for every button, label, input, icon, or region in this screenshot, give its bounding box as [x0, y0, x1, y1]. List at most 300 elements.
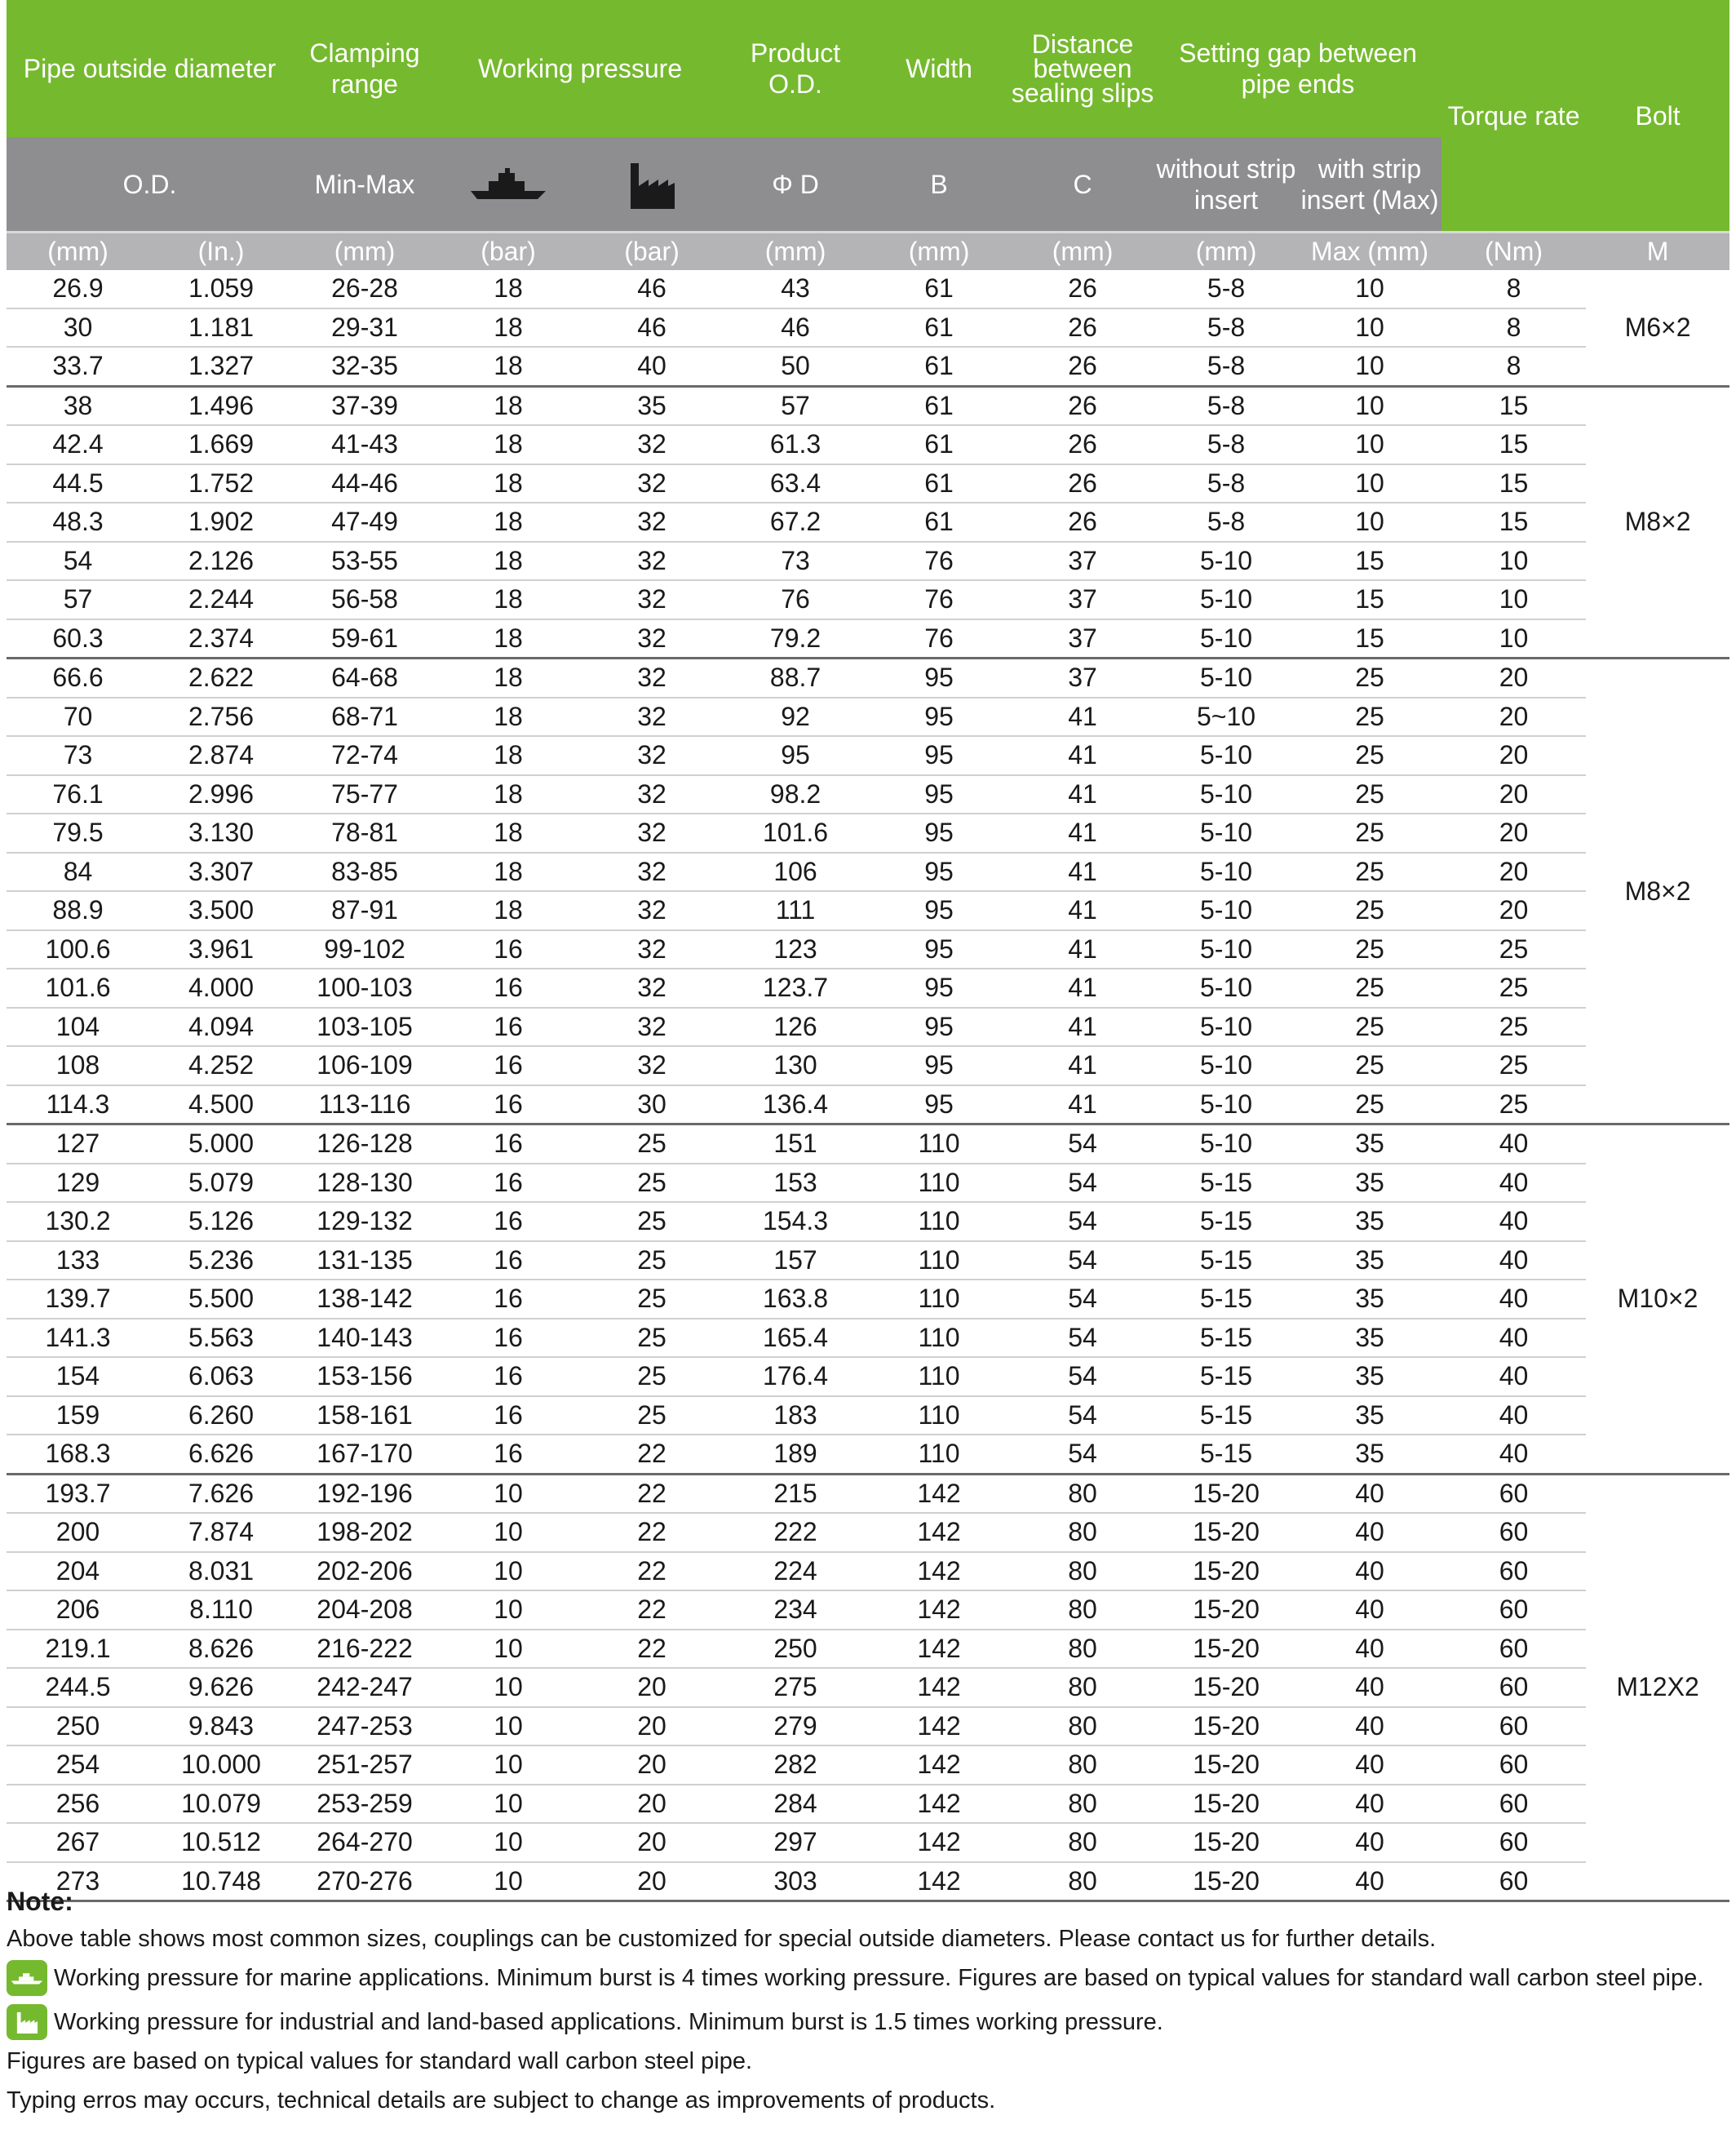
table-row [7, 891, 1729, 930]
table-row [7, 1668, 1729, 1707]
table-cell: 25 [580, 1357, 724, 1396]
table-cell: 104 [7, 1008, 149, 1047]
table-cell: 154 [7, 1357, 149, 1396]
table-cell: 10 [436, 1862, 580, 1901]
table-cell: 88.9 [7, 891, 149, 930]
table-cell: 130.2 [7, 1202, 149, 1241]
table-cell: 22 [580, 1630, 724, 1669]
table-cell: 40 [1298, 1590, 1442, 1630]
table-cell: 168.3 [7, 1435, 149, 1474]
table-cell: 1.496 [149, 386, 293, 425]
table-row [7, 775, 1729, 814]
table-cell: 16 [436, 1280, 580, 1319]
table-row [7, 1745, 1729, 1785]
table-cell: 130 [724, 1046, 867, 1085]
table-cell: 204-208 [293, 1590, 436, 1630]
table-cell: 79.2 [724, 619, 867, 659]
table-cell: 6.063 [149, 1357, 293, 1396]
table-cell: 35 [1298, 1202, 1442, 1241]
table-cell: 10 [1442, 619, 1586, 659]
bolt-cell: M8×2 [1586, 386, 1729, 659]
table-row [7, 1085, 1729, 1124]
table-cell: 18 [436, 619, 580, 659]
table-cell: 80 [1011, 1707, 1154, 1746]
table-cell: 47-49 [293, 503, 436, 542]
table-cell: 99-102 [293, 930, 436, 969]
table-cell: 5-8 [1154, 425, 1298, 464]
bolt-cell: M10×2 [1586, 1124, 1729, 1475]
table-cell: 46 [580, 270, 724, 308]
table-cell: 95 [867, 698, 1011, 737]
table-cell: 41 [1011, 736, 1154, 775]
unit-cell: Max (mm) [1298, 233, 1442, 271]
table-cell: 66.6 [7, 659, 149, 698]
table-cell: 142 [867, 1590, 1011, 1630]
table-cell: 157 [724, 1241, 867, 1280]
unit-cell: (bar) [580, 233, 724, 271]
table-row [7, 1552, 1729, 1591]
table-cell: 22 [580, 1435, 724, 1474]
table-cell: 16 [436, 1202, 580, 1241]
ship-icon-cell [436, 137, 580, 233]
unit-cell: (Nm) [1442, 233, 1586, 271]
table-cell: 54 [1011, 1280, 1154, 1319]
bolt-cell: M8×2 [1586, 659, 1729, 1124]
table-cell: 72-74 [293, 736, 436, 775]
table-cell: 5-10 [1154, 814, 1298, 853]
table-cell: 5-15 [1154, 1202, 1298, 1241]
table-cell: 25 [1298, 969, 1442, 1008]
table-cell: 138-142 [293, 1280, 436, 1319]
table-cell: 10 [436, 1707, 580, 1746]
table-row [7, 503, 1729, 542]
table-cell: 5-15 [1154, 1319, 1298, 1358]
table-cell: 4.500 [149, 1085, 293, 1124]
table-cell: 25 [1298, 891, 1442, 930]
unit-cell: (In.) [149, 233, 293, 271]
table-cell: 40 [1298, 1707, 1442, 1746]
table-cell: 10 [1298, 503, 1442, 542]
table-cell: 110 [867, 1124, 1011, 1164]
notes-marine-text: Working pressure for marine applications. Minimum burst is 4 times working pressure. Figures are based on typical values for standard wall carbon steel pipe. [54, 1965, 1704, 1991]
table-cell: 8.110 [149, 1590, 293, 1630]
table-cell: 10 [1298, 425, 1442, 464]
table-cell: 5-10 [1154, 1046, 1298, 1085]
table-cell: 8 [1442, 270, 1586, 308]
table-cell: 256 [7, 1785, 149, 1824]
table-cell: 25 [1442, 1085, 1586, 1124]
table-cell: 2.996 [149, 775, 293, 814]
table-cell: 9.843 [149, 1707, 293, 1746]
table-cell: 16 [436, 1396, 580, 1435]
table-cell: 16 [436, 1085, 580, 1124]
table-cell: 61 [867, 503, 1011, 542]
table-cell: 32 [580, 698, 724, 737]
table-body [7, 270, 1729, 1901]
table-cell: 32 [580, 969, 724, 1008]
table-cell: 25 [580, 1202, 724, 1241]
header-bolt: Bolt [1586, 0, 1729, 233]
table-cell: 26 [1011, 464, 1154, 503]
table-cell: 92 [724, 698, 867, 737]
unit-cell: (mm) [7, 233, 149, 271]
table-cell: 2.244 [149, 580, 293, 619]
table-cell: 60 [1442, 1707, 1586, 1746]
table-cell: 54 [1011, 1202, 1154, 1241]
table-cell: 80 [1011, 1552, 1154, 1591]
table-cell: 80 [1011, 1823, 1154, 1862]
table-cell: 1.059 [149, 270, 293, 308]
table-cell: 131-135 [293, 1241, 436, 1280]
subheader-od: O.D. [7, 137, 293, 233]
table-cell: 48.3 [7, 503, 149, 542]
table-cell: 60 [1442, 1552, 1586, 1591]
table-cell: 270-276 [293, 1862, 436, 1901]
table-cell: 95 [867, 1046, 1011, 1085]
table-cell: 100-103 [293, 969, 436, 1008]
table-cell: 25 [1298, 659, 1442, 698]
table-cell: 29-31 [293, 308, 436, 348]
table-cell: 61 [867, 308, 1011, 348]
table-cell: 100.6 [7, 930, 149, 969]
table-cell: 25 [1298, 814, 1442, 853]
table-row [7, 814, 1729, 853]
table-cell: 279 [724, 1707, 867, 1746]
table-cell: 15-20 [1154, 1745, 1298, 1785]
table-cell: 15-20 [1154, 1823, 1298, 1862]
table-cell: 123 [724, 930, 867, 969]
table-cell: 114.3 [7, 1085, 149, 1124]
table-cell: 16 [436, 1008, 580, 1047]
table-row [7, 425, 1729, 464]
table-row [7, 930, 1729, 969]
table-cell: 5-8 [1154, 308, 1298, 348]
table-cell: 10.000 [149, 1745, 293, 1785]
table-cell: 43 [724, 270, 867, 308]
table-cell: 95 [867, 736, 1011, 775]
table-cell: 40 [580, 347, 724, 386]
table-cell: 202-206 [293, 1552, 436, 1591]
table-cell: 18 [436, 308, 580, 348]
table-cell: 95 [867, 853, 1011, 892]
table-cell: 2.874 [149, 736, 293, 775]
table-cell: 192-196 [293, 1474, 436, 1513]
table-cell: 60 [1442, 1823, 1586, 1862]
factory-icon [627, 160, 676, 209]
table-cell: 142 [867, 1707, 1011, 1746]
table-cell: 32-35 [293, 347, 436, 386]
table-cell: 253-259 [293, 1785, 436, 1824]
units-row [7, 233, 1729, 271]
table-cell: 95 [867, 969, 1011, 1008]
table-cell: 142 [867, 1823, 1011, 1862]
table-cell: 16 [436, 930, 580, 969]
table-cell: 10 [1298, 464, 1442, 503]
table-cell: 200 [7, 1513, 149, 1552]
table-cell: 5.126 [149, 1202, 293, 1241]
table-cell: 26 [1011, 386, 1154, 425]
table-cell: 198-202 [293, 1513, 436, 1552]
table-cell: 273 [7, 1862, 149, 1901]
table-cell: 32 [580, 775, 724, 814]
table-cell: 5-10 [1154, 930, 1298, 969]
table-cell: 10 [1298, 270, 1442, 308]
table-cell: 7.874 [149, 1513, 293, 1552]
table-cell: 40 [1442, 1396, 1586, 1435]
table-row [7, 1435, 1729, 1474]
table-cell: 244.5 [7, 1668, 149, 1707]
table-cell: 60 [1442, 1590, 1586, 1630]
table-cell: 40 [1442, 1357, 1586, 1396]
table-cell: 108 [7, 1046, 149, 1085]
table-cell: 16 [436, 1319, 580, 1358]
table-cell: 4.094 [149, 1008, 293, 1047]
table-cell: 224 [724, 1552, 867, 1591]
table-cell: 141.3 [7, 1319, 149, 1358]
subheader-without-strip: without strip insert [1154, 137, 1298, 233]
bolt-cell: M12X2 [1586, 1474, 1729, 1901]
table-cell: 95 [867, 659, 1011, 698]
table-row [7, 853, 1729, 892]
table-cell: 25 [1298, 1008, 1442, 1047]
table-cell: 2.622 [149, 659, 293, 698]
table-cell: 15-20 [1154, 1552, 1298, 1591]
table-cell: 88.7 [724, 659, 867, 698]
table-row [7, 1823, 1729, 1862]
table-row [7, 1785, 1729, 1824]
table-cell: 57 [724, 386, 867, 425]
table-cell: 4.252 [149, 1046, 293, 1085]
table-cell: 133 [7, 1241, 149, 1280]
notes-line: Above table shows most common sizes, couplings can be customized for special outside diameters. Please contact us for further details. [7, 1926, 1437, 1952]
table-cell: 53-55 [293, 542, 436, 581]
table-cell: 38 [7, 386, 149, 425]
table-cell: 4.000 [149, 969, 293, 1008]
table-cell: 254 [7, 1745, 149, 1785]
table-cell: 25 [580, 1124, 724, 1164]
table-cell: 18 [436, 814, 580, 853]
table-cell: 5-10 [1154, 1008, 1298, 1047]
table-cell: 95 [867, 1085, 1011, 1124]
header-setting-gap: Setting gap between pipe ends [1154, 0, 1442, 137]
table-cell: 40 [1442, 1280, 1586, 1319]
table-cell: 10.748 [149, 1862, 293, 1901]
table-cell: 40 [1442, 1164, 1586, 1203]
table-cell: 60.3 [7, 619, 149, 659]
table-cell: 20 [580, 1668, 724, 1707]
table-cell: 18 [436, 891, 580, 930]
table-cell: 5.236 [149, 1241, 293, 1280]
table-cell: 110 [867, 1280, 1011, 1319]
table-cell: 61.3 [724, 425, 867, 464]
table-row [7, 542, 1729, 581]
table-cell: 5-8 [1154, 270, 1298, 308]
table-cell: 10 [1298, 386, 1442, 425]
table-cell: 126 [724, 1008, 867, 1047]
table-cell: 32 [580, 503, 724, 542]
table-cell: 18 [436, 347, 580, 386]
table-cell: 189 [724, 1435, 867, 1474]
table-cell: 41 [1011, 1008, 1154, 1047]
table-cell: 54 [7, 542, 149, 581]
table-cell: 61 [867, 270, 1011, 308]
table-cell: 40 [1442, 1124, 1586, 1164]
table-cell: 54 [1011, 1357, 1154, 1396]
table-cell: 106 [724, 853, 867, 892]
table-cell: 76 [724, 580, 867, 619]
table-cell: 40 [1298, 1785, 1442, 1824]
table-cell: 5-15 [1154, 1164, 1298, 1203]
table-cell: 25 [1298, 775, 1442, 814]
table-cell: 10 [436, 1630, 580, 1669]
table-cell: 80 [1011, 1513, 1154, 1552]
table-cell: 5-15 [1154, 1280, 1298, 1319]
table-cell: 126-128 [293, 1124, 436, 1164]
table-cell: 26 [1011, 347, 1154, 386]
table-cell: 64-68 [293, 659, 436, 698]
table-cell: 25 [1442, 969, 1586, 1008]
table-cell: 70 [7, 698, 149, 737]
table-cell: 37 [1011, 659, 1154, 698]
table-cell: 25 [1442, 930, 1586, 969]
header-width: Width [867, 0, 1011, 137]
table-cell: 18 [436, 503, 580, 542]
table-cell: 35 [1298, 1241, 1442, 1280]
table-cell: 15-20 [1154, 1862, 1298, 1901]
notes-line: Typing erros may occurs, technical details are subject to change as improvements of products. [7, 2087, 996, 2113]
table-cell: 40 [1442, 1241, 1586, 1280]
table-cell: 60 [1442, 1745, 1586, 1785]
unit-cell: (mm) [867, 233, 1011, 271]
table-cell: 37 [1011, 580, 1154, 619]
table-cell: 95 [867, 775, 1011, 814]
table-cell: 25 [1298, 930, 1442, 969]
table-cell: 110 [867, 1319, 1011, 1358]
table-cell: 60 [1442, 1668, 1586, 1707]
header-product-od: Product O.D. [724, 0, 867, 137]
table-cell: 40 [1298, 1745, 1442, 1785]
header-clamping-range: Clamping range [293, 0, 436, 137]
table-row [7, 1124, 1729, 1164]
table-cell: 44.5 [7, 464, 149, 503]
table-cell: 16 [436, 1124, 580, 1164]
table-row [7, 386, 1729, 425]
subheader-b: B [867, 137, 1011, 233]
table-row [7, 736, 1729, 775]
table-cell: 37 [1011, 542, 1154, 581]
table-cell: 41 [1011, 930, 1154, 969]
table-cell: 7.626 [149, 1474, 293, 1513]
table-cell: 15-20 [1154, 1630, 1298, 1669]
table-cell: 167-170 [293, 1435, 436, 1474]
table-cell: 142 [867, 1552, 1011, 1591]
table-cell: 142 [867, 1668, 1011, 1707]
table-cell: 32 [580, 464, 724, 503]
table-cell: 41 [1011, 1046, 1154, 1085]
table-cell: 18 [436, 659, 580, 698]
table-cell: 37 [1011, 619, 1154, 659]
table-row [7, 1008, 1729, 1047]
table-cell: 16 [436, 1164, 580, 1203]
table-row [7, 1319, 1729, 1358]
table-cell: 56-58 [293, 580, 436, 619]
table-cell: 10 [436, 1590, 580, 1630]
table-cell: 32 [580, 853, 724, 892]
table-cell: 5-15 [1154, 1241, 1298, 1280]
table-cell: 129 [7, 1164, 149, 1203]
table-cell: 80 [1011, 1590, 1154, 1630]
table-cell: 76 [867, 619, 1011, 659]
table-cell: 251-257 [293, 1745, 436, 1785]
unit-cell: (mm) [1011, 233, 1154, 271]
table-cell: 20 [580, 1707, 724, 1746]
table-cell: 250 [724, 1630, 867, 1669]
table-cell: 95 [867, 891, 1011, 930]
table-cell: 5.000 [149, 1124, 293, 1164]
table-cell: 25 [580, 1280, 724, 1319]
table-cell: 32 [580, 814, 724, 853]
table-cell: 15-20 [1154, 1707, 1298, 1746]
table-cell: 80 [1011, 1745, 1154, 1785]
table-cell: 5-10 [1154, 659, 1298, 698]
table-cell: 20 [580, 1862, 724, 1901]
table-cell: 5-10 [1154, 775, 1298, 814]
table-cell: 216-222 [293, 1630, 436, 1669]
table-cell: 84 [7, 853, 149, 892]
table-cell: 1.752 [149, 464, 293, 503]
table-cell: 110 [867, 1241, 1011, 1280]
table-cell: 8.626 [149, 1630, 293, 1669]
table-row [7, 580, 1729, 619]
table-cell: 32 [580, 891, 724, 930]
table-cell: 10.512 [149, 1823, 293, 1862]
table-cell: 5-10 [1154, 619, 1298, 659]
table-cell: 63.4 [724, 464, 867, 503]
unit-cell: M [1586, 233, 1729, 271]
table-cell: 73 [7, 736, 149, 775]
table-cell: 61 [867, 425, 1011, 464]
table-cell: 158-161 [293, 1396, 436, 1435]
table-cell: 32 [580, 1046, 724, 1085]
table-row [7, 1202, 1729, 1241]
table-cell: 129-132 [293, 1202, 436, 1241]
table-cell: 61 [867, 347, 1011, 386]
table-cell: 35 [1298, 1124, 1442, 1164]
table-cell: 139.7 [7, 1280, 149, 1319]
table-cell: 16 [436, 1357, 580, 1396]
table-cell: 22 [580, 1474, 724, 1513]
table-cell: 32 [580, 659, 724, 698]
table-row [7, 1164, 1729, 1203]
table-cell: 32 [580, 425, 724, 464]
table-cell: 67.2 [724, 503, 867, 542]
table-cell: 110 [867, 1202, 1011, 1241]
table-cell: 193.7 [7, 1474, 149, 1513]
table-cell: 264-270 [293, 1823, 436, 1862]
table-cell: 40 [1298, 1668, 1442, 1707]
table-cell: 15 [1442, 425, 1586, 464]
table-cell: 25 [1298, 736, 1442, 775]
table-cell: 113-116 [293, 1085, 436, 1124]
table-cell: 25 [1298, 698, 1442, 737]
table-cell: 20 [1442, 736, 1586, 775]
table-cell: 25 [1442, 1046, 1586, 1085]
table-cell: 127 [7, 1124, 149, 1164]
table-cell: 40 [1298, 1474, 1442, 1513]
table-cell: 5.500 [149, 1280, 293, 1319]
table-cell: 128-130 [293, 1164, 436, 1203]
table-cell: 25 [580, 1396, 724, 1435]
